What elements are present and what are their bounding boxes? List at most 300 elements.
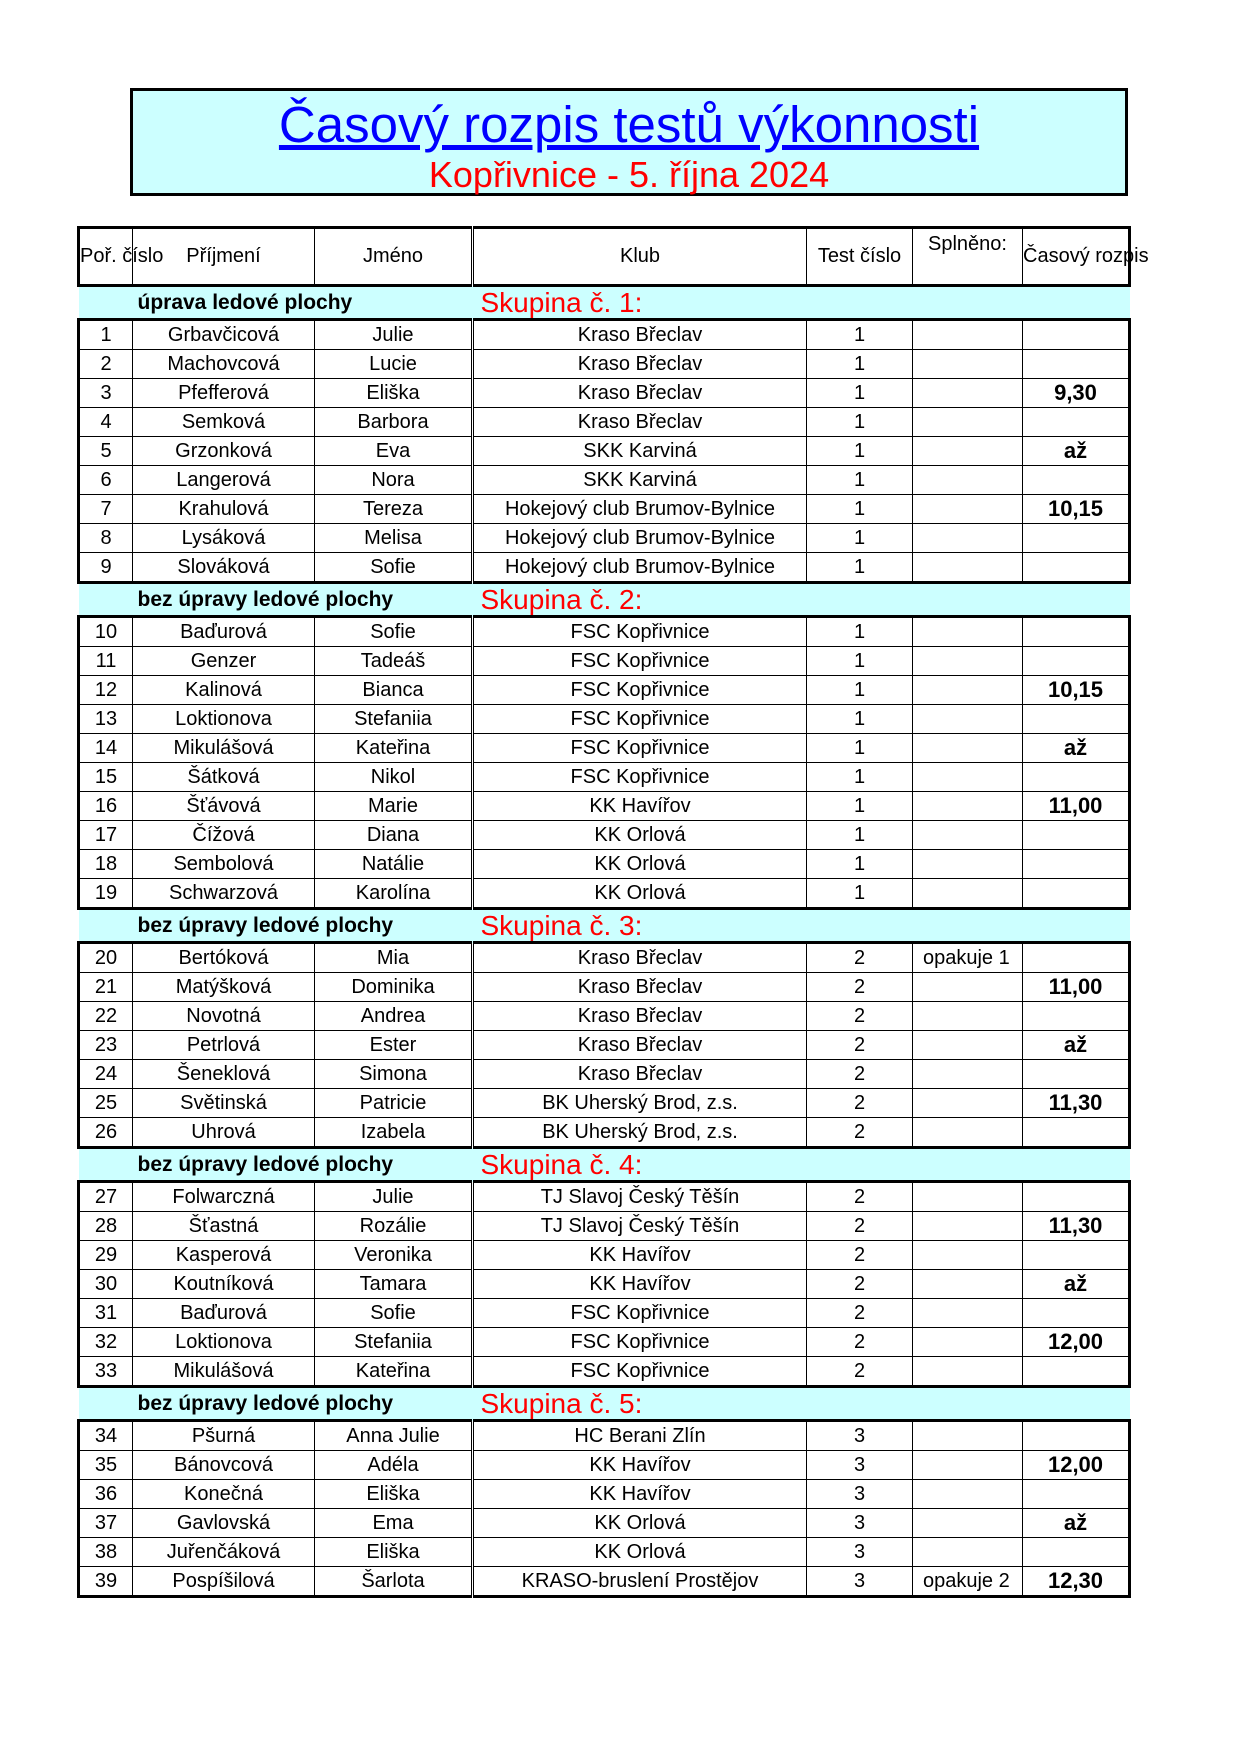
cell-poradi: 28	[79, 1212, 133, 1241]
table-row	[79, 466, 1130, 495]
cell-jmeno: Ester	[315, 1031, 473, 1060]
cell-casovy-rozpis: 11,30	[1023, 1212, 1130, 1241]
cell-test: 2	[807, 1241, 913, 1270]
cell-jmeno: Dominika	[315, 973, 473, 1002]
cell-test: 2	[807, 1002, 913, 1031]
cell-klub: KK Orlová	[473, 1509, 807, 1538]
cell-poradi: 29	[79, 1241, 133, 1270]
cell-poradi: 17	[79, 821, 133, 850]
cell-casovy-rozpis: až	[1023, 1270, 1130, 1299]
cell-prijmeni: Juřenčáková	[133, 1538, 315, 1567]
cell-test: 1	[807, 792, 913, 821]
cell-klub: FSC Kopřivnice	[473, 617, 807, 647]
cell-jmeno: Veronika	[315, 1241, 473, 1270]
cell-casovy-rozpis	[1023, 617, 1130, 647]
cell-test: 2	[807, 1060, 913, 1089]
table-row	[79, 1509, 1130, 1538]
cell-splneno	[913, 1357, 1023, 1387]
cell-poradi: 25	[79, 1089, 133, 1118]
cell-prijmeni: Machovcová	[133, 350, 315, 379]
cell-poradi: 6	[79, 466, 133, 495]
cell-splneno	[913, 973, 1023, 1002]
title-box	[130, 88, 1128, 196]
cell-splneno	[913, 320, 1023, 350]
table-row	[79, 320, 1130, 350]
cell-splneno	[913, 408, 1023, 437]
table-row	[79, 1538, 1130, 1567]
cell-poradi: 23	[79, 1031, 133, 1060]
header-cas: Časový rozpis	[1023, 228, 1130, 286]
cell-klub: HC Berani Zlín	[473, 1421, 807, 1451]
cell-splneno	[913, 1241, 1023, 1270]
cell-casovy-rozpis: až	[1023, 1031, 1130, 1060]
cell-klub: FSC Kopřivnice	[473, 705, 807, 734]
cell-splneno	[913, 763, 1023, 792]
cell-klub: KK Havířov	[473, 1270, 807, 1299]
cell-prijmeni: Šťastná	[133, 1212, 315, 1241]
cell-test: 2	[807, 1357, 913, 1387]
cell-poradi: 16	[79, 792, 133, 821]
cell-splneno	[913, 1060, 1023, 1089]
cell-casovy-rozpis: 10,15	[1023, 676, 1130, 705]
cell-test: 1	[807, 524, 913, 553]
cell-klub: Kraso Břeclav	[473, 408, 807, 437]
cell-casovy-rozpis: 11,30	[1023, 1089, 1130, 1118]
table-row	[79, 821, 1130, 850]
cell-klub: FSC Kopřivnice	[473, 1299, 807, 1328]
cell-klub: Kraso Břeclav	[473, 350, 807, 379]
cell-test: 2	[807, 1270, 913, 1299]
cell-poradi: 11	[79, 647, 133, 676]
cell-casovy-rozpis: 12,00	[1023, 1328, 1130, 1357]
group-label: Skupina č. 1:	[473, 286, 1130, 320]
table-row	[79, 973, 1130, 1002]
cell-casovy-rozpis	[1023, 1241, 1130, 1270]
table-row	[79, 850, 1130, 879]
cell-jmeno: Sofie	[315, 1299, 473, 1328]
cell-klub: Hokejový club Brumov-Bylnice	[473, 524, 807, 553]
cell-prijmeni: Šeneklová	[133, 1060, 315, 1089]
cell-klub: FSC Kopřivnice	[473, 676, 807, 705]
table-row	[79, 379, 1130, 408]
cell-prijmeni: Langerová	[133, 466, 315, 495]
cell-test: 2	[807, 1299, 913, 1328]
cell-klub: Kraso Břeclav	[473, 320, 807, 350]
group-header	[79, 583, 1130, 617]
cell-splneno	[913, 1509, 1023, 1538]
cell-splneno	[913, 734, 1023, 763]
cell-jmeno: Nora	[315, 466, 473, 495]
cell-klub: FSC Kopřivnice	[473, 763, 807, 792]
cell-poradi: 13	[79, 705, 133, 734]
cell-splneno	[913, 705, 1023, 734]
cell-jmeno: Sofie	[315, 617, 473, 647]
cell-splneno	[913, 1538, 1023, 1567]
cell-casovy-rozpis	[1023, 1060, 1130, 1089]
cell-prijmeni: Genzer	[133, 647, 315, 676]
cell-test: 2	[807, 1118, 913, 1148]
cell-casovy-rozpis	[1023, 350, 1130, 379]
cell-test: 3	[807, 1567, 913, 1597]
header-por: Poř. číslo	[79, 228, 133, 286]
table-row	[79, 1182, 1130, 1212]
cell-casovy-rozpis	[1023, 1118, 1130, 1148]
cell-splneno	[913, 1031, 1023, 1060]
cell-prijmeni: Světinská	[133, 1089, 315, 1118]
table-row	[79, 943, 1130, 973]
group-description: bez úpravy ledové plochy	[79, 909, 473, 943]
cell-casovy-rozpis	[1023, 821, 1130, 850]
table-row	[79, 1451, 1130, 1480]
cell-jmeno: Julie	[315, 1182, 473, 1212]
cell-klub: FSC Kopřivnice	[473, 734, 807, 763]
cell-test: 1	[807, 320, 913, 350]
cell-test: 3	[807, 1451, 913, 1480]
cell-klub: BK Uherský Brod, z.s.	[473, 1089, 807, 1118]
cell-klub: Kraso Břeclav	[473, 379, 807, 408]
cell-poradi: 24	[79, 1060, 133, 1089]
cell-splneno	[913, 495, 1023, 524]
cell-jmeno: Rozálie	[315, 1212, 473, 1241]
cell-klub: KK Orlová	[473, 879, 807, 909]
cell-test: 1	[807, 647, 913, 676]
table-row	[79, 1299, 1130, 1328]
table-row	[79, 1241, 1130, 1270]
cell-casovy-rozpis	[1023, 524, 1130, 553]
table-row	[79, 524, 1130, 553]
cell-klub: KRASO-bruslení Prostějov	[473, 1567, 807, 1597]
cell-splneno	[913, 1299, 1023, 1328]
cell-jmeno: Sofie	[315, 553, 473, 583]
cell-poradi: 10	[79, 617, 133, 647]
cell-splneno	[913, 647, 1023, 676]
cell-jmeno: Tamara	[315, 1270, 473, 1299]
cell-prijmeni: Bertóková	[133, 943, 315, 973]
cell-klub: Kraso Břeclav	[473, 973, 807, 1002]
cell-casovy-rozpis	[1023, 408, 1130, 437]
cell-casovy-rozpis	[1023, 705, 1130, 734]
cell-test: 2	[807, 973, 913, 1002]
table-header	[79, 228, 1130, 286]
table-row	[79, 1212, 1130, 1241]
cell-splneno	[913, 1451, 1023, 1480]
cell-prijmeni: Koutníková	[133, 1270, 315, 1299]
cell-poradi: 33	[79, 1357, 133, 1387]
cell-test: 1	[807, 350, 913, 379]
cell-test: 1	[807, 466, 913, 495]
cell-poradi: 35	[79, 1451, 133, 1480]
group-header	[79, 286, 1130, 320]
table-row	[79, 879, 1130, 909]
cell-prijmeni: Semková	[133, 408, 315, 437]
cell-jmeno: Kateřina	[315, 734, 473, 763]
cell-prijmeni: Šátková	[133, 763, 315, 792]
cell-jmeno: Eliška	[315, 379, 473, 408]
table-row	[79, 763, 1130, 792]
cell-jmeno: Patricie	[315, 1089, 473, 1118]
cell-poradi: 21	[79, 973, 133, 1002]
cell-casovy-rozpis: 11,00	[1023, 792, 1130, 821]
cell-klub: SKK Karviná	[473, 466, 807, 495]
cell-poradi: 32	[79, 1328, 133, 1357]
cell-test: 3	[807, 1480, 913, 1509]
table-row	[79, 734, 1130, 763]
cell-casovy-rozpis: až	[1023, 734, 1130, 763]
header-prijmeni: Příjmení	[133, 228, 315, 286]
cell-test: 2	[807, 1212, 913, 1241]
cell-splneno	[913, 466, 1023, 495]
cell-test: 1	[807, 495, 913, 524]
cell-jmeno: Bianca	[315, 676, 473, 705]
cell-test: 2	[807, 943, 913, 973]
cell-casovy-rozpis	[1023, 943, 1130, 973]
table-row	[79, 705, 1130, 734]
cell-klub: Hokejový club Brumov-Bylnice	[473, 553, 807, 583]
cell-prijmeni: Kalinová	[133, 676, 315, 705]
cell-casovy-rozpis	[1023, 466, 1130, 495]
cell-klub: Kraso Břeclav	[473, 1060, 807, 1089]
cell-prijmeni: Sembolová	[133, 850, 315, 879]
cell-splneno	[913, 1182, 1023, 1212]
cell-jmeno: Kateřina	[315, 1357, 473, 1387]
table-row	[79, 617, 1130, 647]
group-header	[79, 1148, 1130, 1182]
cell-jmeno: Tadeáš	[315, 647, 473, 676]
cell-prijmeni: Krahulová	[133, 495, 315, 524]
table-row	[79, 1480, 1130, 1509]
cell-klub: TJ Slavoj Český Těšín	[473, 1212, 807, 1241]
cell-jmeno: Eliška	[315, 1538, 473, 1567]
cell-splneno	[913, 821, 1023, 850]
cell-prijmeni: Šťávová	[133, 792, 315, 821]
group-description: úprava ledové plochy	[79, 286, 473, 320]
cell-prijmeni: Pfefferová	[133, 379, 315, 408]
cell-test: 1	[807, 850, 913, 879]
cell-poradi: 12	[79, 676, 133, 705]
cell-poradi: 20	[79, 943, 133, 973]
cell-prijmeni: Loktionova	[133, 1328, 315, 1357]
cell-test: 2	[807, 1182, 913, 1212]
table-row	[79, 1060, 1130, 1089]
table-row	[79, 437, 1130, 466]
cell-jmeno: Simona	[315, 1060, 473, 1089]
cell-splneno	[913, 553, 1023, 583]
cell-jmeno: Mia	[315, 943, 473, 973]
cell-poradi: 34	[79, 1421, 133, 1451]
cell-poradi: 14	[79, 734, 133, 763]
cell-prijmeni: Baďurová	[133, 617, 315, 647]
table-row	[79, 553, 1130, 583]
cell-prijmeni: Bánovcová	[133, 1451, 315, 1480]
cell-prijmeni: Konečná	[133, 1480, 315, 1509]
cell-poradi: 3	[79, 379, 133, 408]
cell-test: 2	[807, 1031, 913, 1060]
cell-klub: FSC Kopřivnice	[473, 647, 807, 676]
cell-splneno	[913, 1212, 1023, 1241]
header-test: Test číslo	[807, 228, 913, 286]
cell-jmeno: Ema	[315, 1509, 473, 1538]
cell-test: 1	[807, 705, 913, 734]
cell-casovy-rozpis: 9,30	[1023, 379, 1130, 408]
cell-poradi: 5	[79, 437, 133, 466]
cell-casovy-rozpis	[1023, 1480, 1130, 1509]
cell-splneno: opakuje 1	[913, 943, 1023, 973]
cell-casovy-rozpis	[1023, 1421, 1130, 1451]
cell-jmeno: Lucie	[315, 350, 473, 379]
cell-splneno	[913, 1118, 1023, 1148]
cell-test: 1	[807, 379, 913, 408]
cell-poradi: 22	[79, 1002, 133, 1031]
cell-casovy-rozpis	[1023, 1538, 1130, 1567]
header-splneno: Splněno:	[913, 228, 1023, 286]
group-description: bez úpravy ledové plochy	[79, 583, 473, 617]
group-label: Skupina č. 2:	[473, 583, 1130, 617]
table-row	[79, 1118, 1130, 1148]
cell-poradi: 15	[79, 763, 133, 792]
cell-casovy-rozpis: až	[1023, 437, 1130, 466]
cell-klub: KK Havířov	[473, 1480, 807, 1509]
cell-prijmeni: Gavlovská	[133, 1509, 315, 1538]
cell-prijmeni: Uhrová	[133, 1118, 315, 1148]
cell-jmeno: Marie	[315, 792, 473, 821]
cell-prijmeni: Novotná	[133, 1002, 315, 1031]
cell-casovy-rozpis: až	[1023, 1509, 1130, 1538]
cell-jmeno: Stefaniia	[315, 1328, 473, 1357]
cell-prijmeni: Baďurová	[133, 1299, 315, 1328]
cell-poradi: 36	[79, 1480, 133, 1509]
cell-poradi: 38	[79, 1538, 133, 1567]
cell-jmeno: Tereza	[315, 495, 473, 524]
cell-poradi: 9	[79, 553, 133, 583]
cell-prijmeni: Grzonková	[133, 437, 315, 466]
table-row	[79, 647, 1130, 676]
cell-casovy-rozpis	[1023, 1299, 1130, 1328]
table-row	[79, 1089, 1130, 1118]
cell-poradi: 37	[79, 1509, 133, 1538]
cell-splneno	[913, 1328, 1023, 1357]
cell-jmeno: Nikol	[315, 763, 473, 792]
table-row	[79, 1031, 1130, 1060]
cell-klub: Kraso Břeclav	[473, 1031, 807, 1060]
cell-test: 3	[807, 1421, 913, 1451]
table-row	[79, 792, 1130, 821]
cell-jmeno: Eva	[315, 437, 473, 466]
cell-casovy-rozpis	[1023, 647, 1130, 676]
cell-prijmeni: Grbavčicová	[133, 320, 315, 350]
cell-jmeno: Eliška	[315, 1480, 473, 1509]
table-row	[79, 1270, 1130, 1299]
group-header	[79, 909, 1130, 943]
cell-prijmeni: Lysáková	[133, 524, 315, 553]
group-header	[79, 1387, 1130, 1421]
table-row	[79, 495, 1130, 524]
cell-klub: FSC Kopřivnice	[473, 1357, 807, 1387]
cell-jmeno: Šarlota	[315, 1567, 473, 1597]
cell-test: 1	[807, 437, 913, 466]
cell-test: 1	[807, 408, 913, 437]
cell-casovy-rozpis	[1023, 850, 1130, 879]
cell-casovy-rozpis: 10,15	[1023, 495, 1130, 524]
cell-test: 3	[807, 1509, 913, 1538]
cell-klub: Kraso Břeclav	[473, 943, 807, 973]
cell-poradi: 30	[79, 1270, 133, 1299]
cell-jmeno: Melisa	[315, 524, 473, 553]
cell-test: 2	[807, 1328, 913, 1357]
cell-test: 1	[807, 879, 913, 909]
cell-casovy-rozpis: 11,00	[1023, 973, 1130, 1002]
cell-klub: KK Orlová	[473, 850, 807, 879]
cell-klub: Hokejový club Brumov-Bylnice	[473, 495, 807, 524]
group-label: Skupina č. 4:	[473, 1148, 1130, 1182]
cell-prijmeni: Loktionova	[133, 705, 315, 734]
cell-splneno	[913, 379, 1023, 408]
cell-jmeno: Anna Julie	[315, 1421, 473, 1451]
cell-prijmeni: Pšurná	[133, 1421, 315, 1451]
cell-test: 1	[807, 617, 913, 647]
cell-jmeno: Natálie	[315, 850, 473, 879]
cell-casovy-rozpis	[1023, 1002, 1130, 1031]
table-row	[79, 1328, 1130, 1357]
table-row	[79, 1357, 1130, 1387]
cell-poradi: 39	[79, 1567, 133, 1597]
cell-klub: KK Orlová	[473, 1538, 807, 1567]
cell-poradi: 18	[79, 850, 133, 879]
cell-prijmeni: Matýšková	[133, 973, 315, 1002]
cell-splneno	[913, 1421, 1023, 1451]
cell-splneno	[913, 879, 1023, 909]
cell-jmeno: Stefaniia	[315, 705, 473, 734]
group-label: Skupina č. 5:	[473, 1387, 1130, 1421]
cell-splneno	[913, 437, 1023, 466]
cell-prijmeni: Schwarzová	[133, 879, 315, 909]
table-row	[79, 350, 1130, 379]
cell-splneno	[913, 850, 1023, 879]
cell-jmeno: Adéla	[315, 1451, 473, 1480]
header-klub: Klub	[473, 228, 807, 286]
cell-jmeno: Julie	[315, 320, 473, 350]
cell-poradi: 1	[79, 320, 133, 350]
cell-test: 1	[807, 763, 913, 792]
cell-poradi: 26	[79, 1118, 133, 1148]
table-row	[79, 408, 1130, 437]
cell-poradi: 4	[79, 408, 133, 437]
cell-prijmeni: Slováková	[133, 553, 315, 583]
cell-splneno	[913, 1270, 1023, 1299]
group-label: Skupina č. 3:	[473, 909, 1130, 943]
cell-klub: FSC Kopřivnice	[473, 1328, 807, 1357]
cell-prijmeni: Folwarczná	[133, 1182, 315, 1212]
table-row	[79, 1567, 1130, 1597]
cell-prijmeni: Mikulášová	[133, 734, 315, 763]
cell-splneno	[913, 1002, 1023, 1031]
cell-prijmeni: Petrlová	[133, 1031, 315, 1060]
cell-splneno	[913, 617, 1023, 647]
cell-jmeno: Andrea	[315, 1002, 473, 1031]
cell-splneno	[913, 350, 1023, 379]
page-subtitle: Kopřivnice - 5. října 2024	[428, 154, 830, 195]
header-jmeno: Jméno	[315, 228, 473, 286]
cell-splneno	[913, 524, 1023, 553]
cell-test: 1	[807, 821, 913, 850]
cell-jmeno: Izabela	[315, 1118, 473, 1148]
cell-poradi: 2	[79, 350, 133, 379]
table-row	[79, 1421, 1130, 1451]
cell-klub: KK Havířov	[473, 792, 807, 821]
cell-casovy-rozpis: 12,30	[1023, 1567, 1130, 1597]
cell-klub: KK Orlová	[473, 821, 807, 850]
cell-jmeno: Diana	[315, 821, 473, 850]
cell-poradi: 7	[79, 495, 133, 524]
